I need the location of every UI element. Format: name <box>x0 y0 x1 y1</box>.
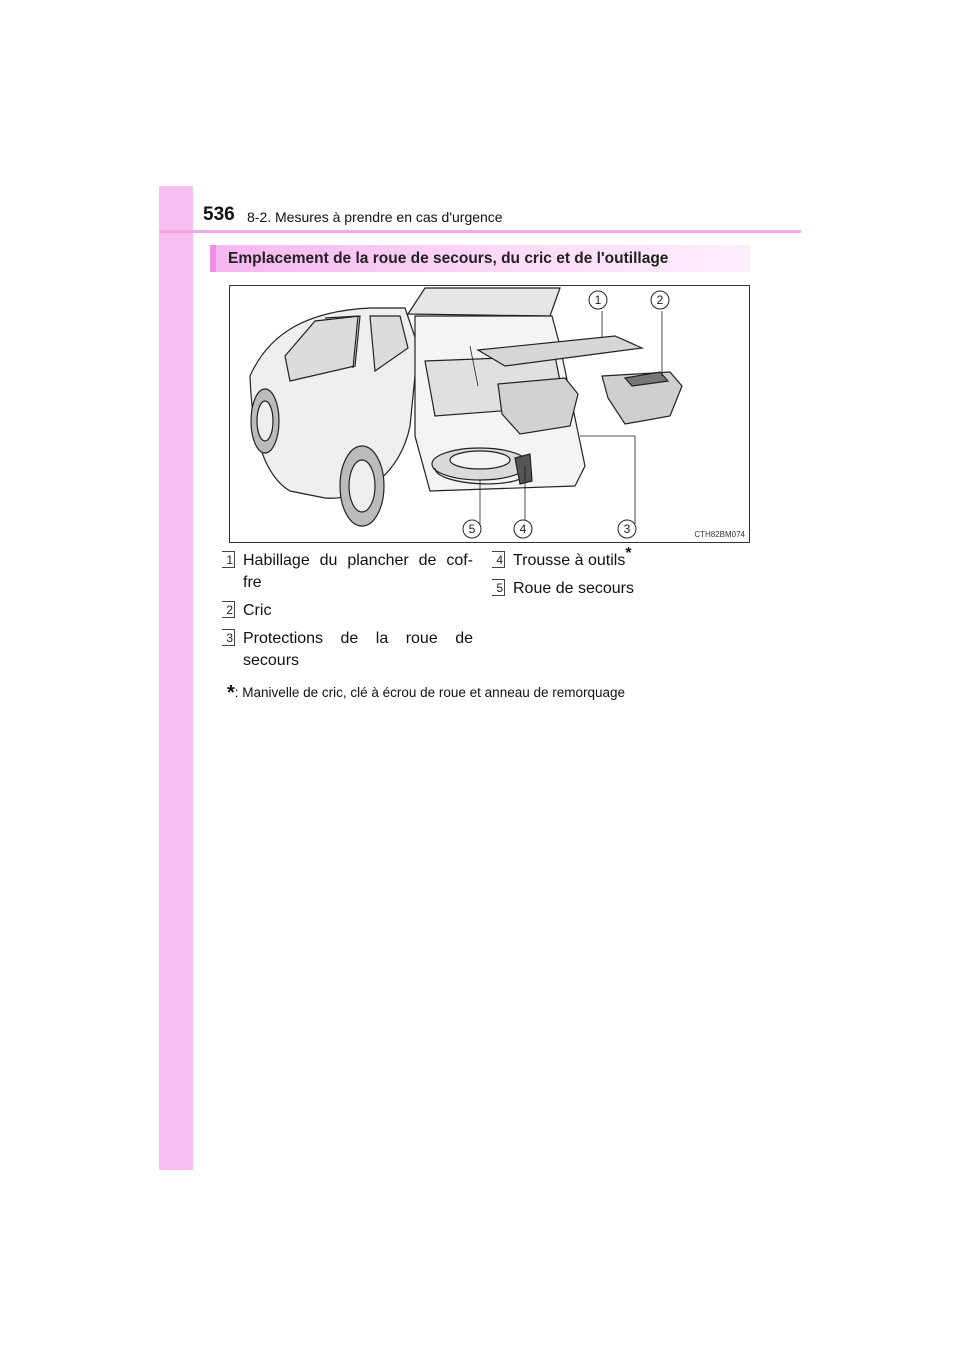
page-number: 536 <box>203 204 235 225</box>
callout-3: 3 <box>623 522 631 536</box>
legend-item-5: Roue de secours <box>513 580 634 597</box>
footnote-text: : Manivelle de cric, clé à écrou de roue et anneau de remorquage <box>234 685 626 700</box>
callout-1: 1 <box>594 293 602 307</box>
legend-number-2: 2 <box>222 601 235 618</box>
callout-5: 5 <box>468 522 476 536</box>
callout-2: 2 <box>656 293 664 307</box>
legend-number-4: 4 <box>492 551 505 568</box>
figure-code: CTH82BM074 <box>694 530 745 539</box>
illustration-figure <box>229 285 750 543</box>
footnote <box>227 680 625 703</box>
legend-number-3: 3 <box>222 629 235 646</box>
legend-number-1: 1 <box>222 551 235 568</box>
legend-item-2: Cric <box>243 602 272 619</box>
footnote-asterisk: * <box>227 682 235 704</box>
section-heading <box>210 245 750 272</box>
legend-item-1-line1: Habillage du plancher de cof- <box>243 552 473 569</box>
legend-number-5: 5 <box>492 579 505 596</box>
callout-4: 4 <box>519 522 527 536</box>
chapter-title: 8-2. Mesures à prendre en cas d'urgence <box>247 209 503 225</box>
legend-item-4 <box>513 545 632 572</box>
car-trunk-illustration <box>230 286 749 542</box>
header-divider <box>159 230 801 233</box>
legend-item-1-line2: fre <box>243 574 262 591</box>
legend-item-4-label: Trousse à outils <box>513 552 626 569</box>
section-heading-text: Emplacement de la roue de secours, du cric et de l'outillage <box>228 250 669 267</box>
side-tab-strip <box>159 186 193 1170</box>
asterisk-mark: * <box>625 545 632 562</box>
legend-item-3-line2: secours <box>243 652 300 669</box>
legend-item-3-line1: Protections de la roue de <box>243 630 473 647</box>
